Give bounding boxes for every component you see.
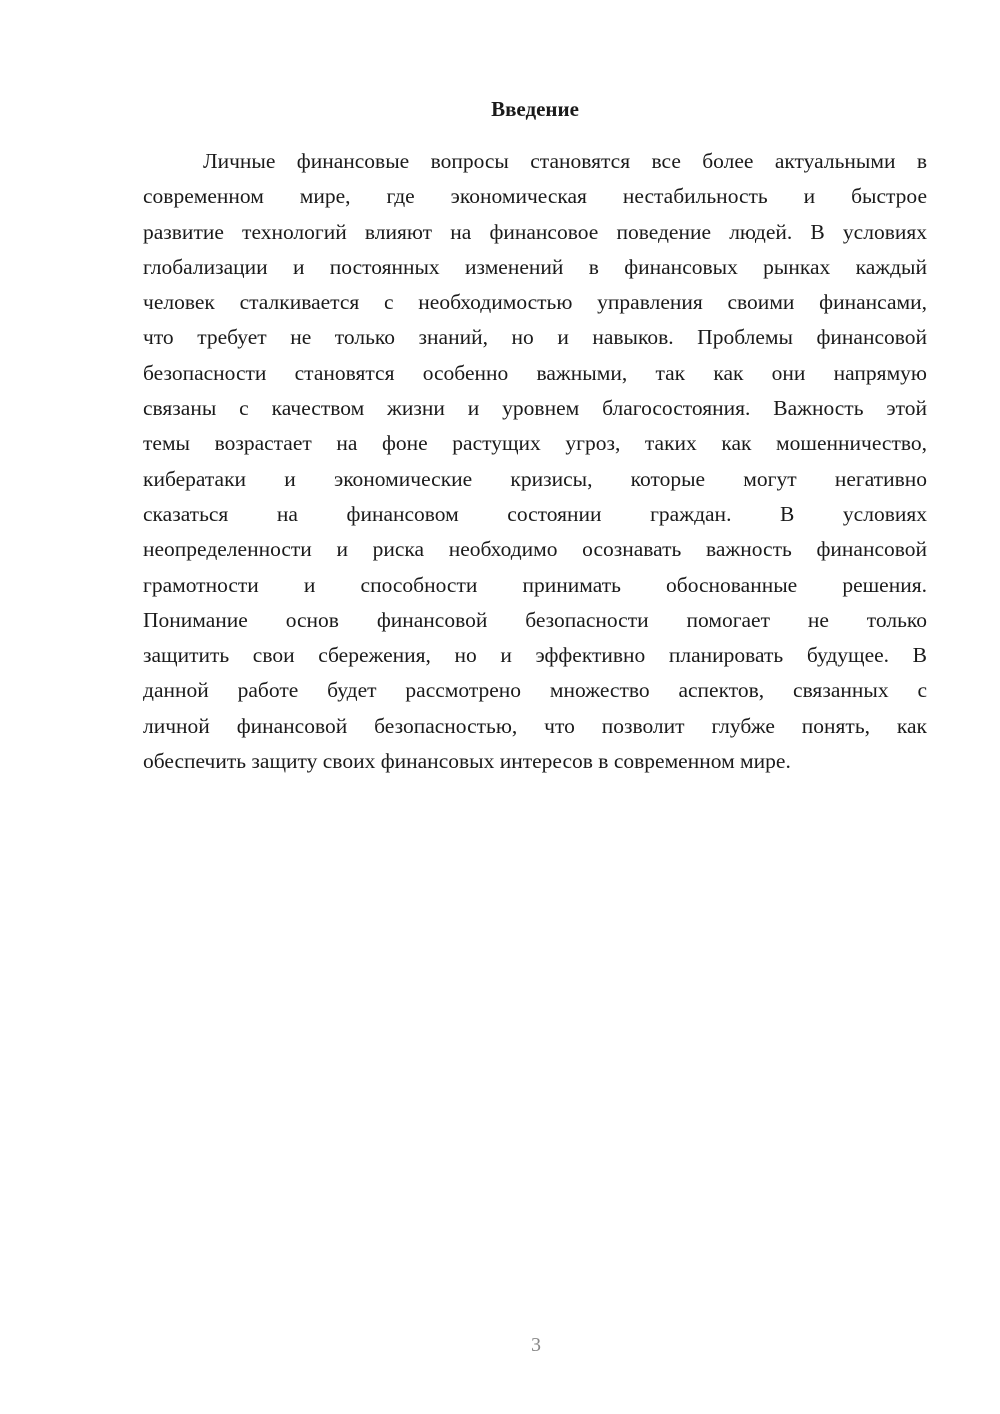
text-line: Понимание основ финансовой безопасности помогает не только <box>143 607 927 632</box>
text-line: сказаться на финансовом состоянии граждан. В условиях <box>143 501 927 526</box>
text-line: глобализации и постоянных изменений в финансовых рынках каждый <box>143 254 927 279</box>
text-line: связаны с качеством жизни и уровнем благосостояния. Важность этой <box>143 396 927 421</box>
text-line: защитить свои сбережения, но и эффективно планировать будущее. В <box>143 643 927 668</box>
text-line: развитие технологий влияют на финансовое поведение людей. В условиях <box>143 219 927 244</box>
text-line: обеспечить защиту своих финансовых интересов в современном мире. <box>143 749 791 774</box>
text-line: что требует не только знаний, но и навыков. Проблемы финансовой <box>143 325 927 350</box>
body-paragraph <box>143 144 927 779</box>
text-line: личной финансовой безопасностью, что позволит глубже понять, как <box>143 713 927 738</box>
text-line: безопасности становятся особенно важными, так как они напрямую <box>143 360 927 385</box>
section-title: Введение <box>491 97 579 121</box>
text-line: современном мире, где экономическая нестабильность и быстрое <box>143 184 927 209</box>
text-line: Личные финансовые вопросы становятся все более актуальными в <box>203 149 927 173</box>
text-line: данной работе будет рассмотрено множество аспектов, связанных с <box>143 678 927 703</box>
text-line: грамотности и способности принимать обоснованные решения. <box>143 572 927 597</box>
text-line: человек сталкивается с необходимостью управления своими финансами, <box>143 290 927 315</box>
page-number: 3 <box>531 1334 541 1356</box>
text-line: неопределенности и риска необходимо осознавать важность финансовой <box>143 537 927 562</box>
text-line: кибератаки и экономические кризисы, которые могут негативно <box>143 466 927 491</box>
text-line: темы возрастает на фоне растущих угроз, таких как мошенничество, <box>143 431 927 456</box>
